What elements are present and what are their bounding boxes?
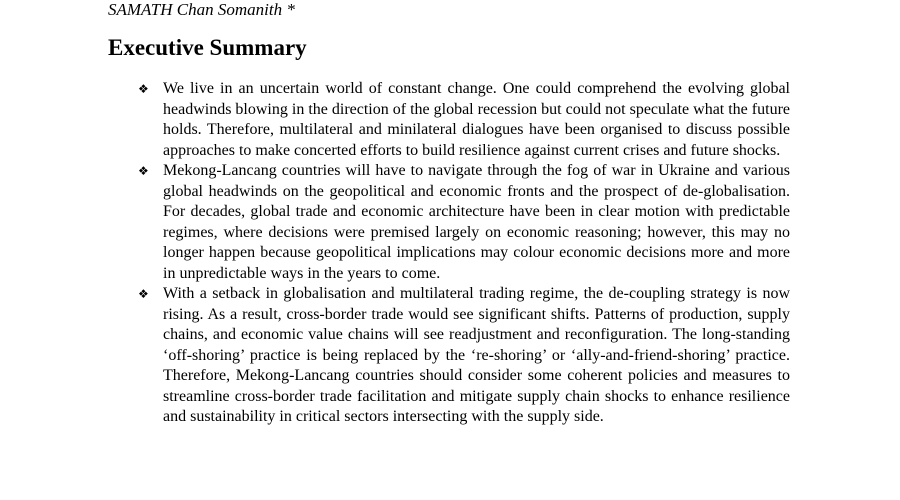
list-item <box>138 161 790 284</box>
diamond-bullet-icon: ❖ <box>138 82 149 96</box>
bullet-paragraph: We live in an uncertain world of constant change. One could comprehend the evolving global headwinds blowing in the direction of the global recession but could not speculate what the future holds. Therefore, multilateral and minilateral dialogues have been organised to discuss possible approaches to make concerted efforts to build resilience against current crises and future shocks. <box>163 80 790 159</box>
author-line: SAMATH Chan Somanith * <box>108 0 295 19</box>
bullet-list <box>138 79 790 428</box>
diamond-bullet-icon: ❖ <box>138 287 149 301</box>
bullet-paragraph: With a setback in globalisation and multilateral trading regime, the de-coupling strategy is now rising. As a result, cross-border trade would see significant shifts. Patterns of production, supply chains, and economic value chains will see readjustment and reconfiguration. The long-standing ‘off-shoring’ practice is being replaced by the ‘re-shoring’ or ‘ally-and-friend-shoring’ practice. Therefore, Mekong-Lancang countries should consider some coherent policies and measures to streamline cross-border trade facilitation and mitigate supply chain shocks to enhance resilience and sustainability in critical sectors intersecting with the supply side. <box>163 285 790 425</box>
bullet-paragraph: Mekong-Lancang countries will have to navigate through the fog of war in Ukraine and various global headwinds on the geopolitical and economic fronts and the prospect of de-globalisation. For decades, global trade and economic architecture have been in clear motion with predictable regimes, where decisions were premised largely on economic reasoning; however, this may no longer happen because geopolitical implications may colour economic decisions more and more in unpredictable ways in the years to come. <box>163 162 790 282</box>
list-item <box>138 284 790 428</box>
diamond-bullet-icon: ❖ <box>138 164 149 178</box>
section-heading: Executive Summary <box>108 35 307 60</box>
list-item <box>138 79 790 161</box>
